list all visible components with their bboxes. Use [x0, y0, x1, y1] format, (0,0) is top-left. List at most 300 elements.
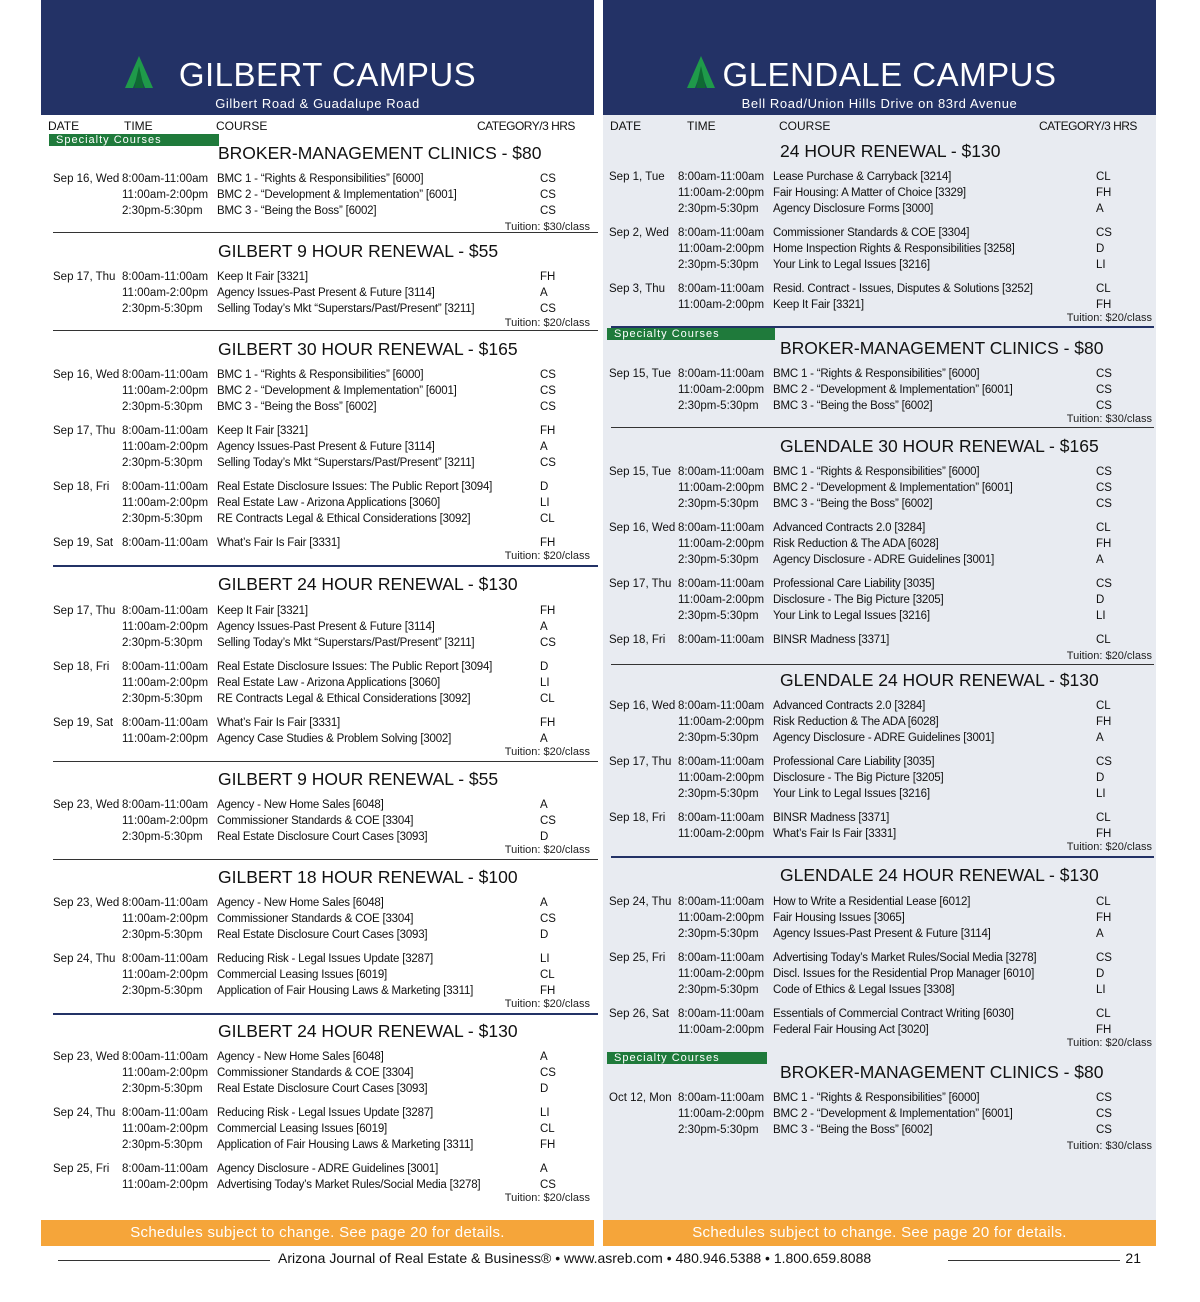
course-category: CS — [1096, 227, 1112, 239]
class-time: 8:00am-11:00am — [122, 1051, 209, 1063]
tuition-note: Tuition: $20/class — [504, 550, 590, 562]
class-time: 11:00am-2:00pm — [122, 497, 209, 509]
class-time: 11:00am-2:00pm — [678, 716, 765, 728]
class-date: Sep 16, Wed — [609, 700, 676, 712]
course-name: BMC 3 - “Being the Boss” [6002] — [773, 1124, 933, 1136]
class-date: Sep 25, Fri — [609, 952, 666, 964]
schedule-row — [53, 537, 583, 553]
class-time: 11:00am-2:00pm — [678, 594, 765, 606]
schedule-row — [53, 513, 583, 529]
section-divider — [53, 565, 598, 567]
schedule-row — [53, 303, 583, 319]
class-time: 8:00am-11:00am — [122, 717, 209, 729]
course-name: Fair Housing: A Matter of Choice [3329] — [773, 187, 966, 199]
course-name: Advanced Contracts 2.0 [3284] — [773, 522, 926, 534]
course-name: Real Estate Disclosure Court Cases [3093] — [217, 1083, 428, 1095]
course-category: LI — [1096, 259, 1106, 271]
gilbert-column — [41, 0, 594, 1246]
course-category: D — [1096, 243, 1105, 255]
course-category: CS — [540, 913, 556, 925]
class-date: Sep 23, Wed — [53, 897, 120, 909]
header-time: TIME — [687, 119, 716, 133]
schedule-row — [53, 1163, 583, 1179]
class-time: 8:00am-11:00am — [122, 605, 209, 617]
section-divider — [53, 232, 598, 233]
column-headers — [41, 115, 594, 133]
section-divider — [53, 859, 598, 860]
course-name: Keep It Fair [3321] — [217, 271, 308, 283]
course-category: A — [1096, 203, 1104, 215]
course-category: D — [540, 929, 549, 941]
course-category: CL — [1096, 522, 1111, 534]
class-time: 2:30pm-5:30pm — [678, 928, 759, 940]
class-time: 8:00am-11:00am — [678, 1008, 765, 1020]
course-name: Selling Today’s Mkt “Superstars/Past/Present” [3211] — [217, 303, 475, 315]
course-category: CL — [540, 969, 555, 981]
course-category: A — [540, 287, 548, 299]
course-name: Advertising Today’s Market Rules/Social Media [3278] — [773, 952, 1037, 964]
class-date: Sep 16, Wed — [53, 173, 120, 185]
course-name: Real Estate Law - Arizona Applications [3060] — [217, 677, 441, 689]
schedule-row — [609, 203, 1139, 219]
section-title: GLENDALE 24 HOUR RENEWAL - $130 — [780, 865, 1099, 885]
course-name: Commercial Leasing Issues [6019] — [217, 969, 388, 981]
tuition-note: Tuition: $30/class — [504, 221, 590, 233]
class-date: Sep 18, Fri — [53, 481, 110, 493]
course-name: Home Inspection Rights & Responsibilities [3258] — [773, 243, 1015, 255]
course-category: CS — [540, 385, 556, 397]
course-name: BMC 3 - “Being the Boss” [6002] — [217, 401, 377, 413]
course-category: CL — [1096, 896, 1111, 908]
header-date: DATE — [48, 119, 80, 133]
course-name: BMC 2 - “Development & Implementation” [6001] — [773, 482, 1013, 494]
schedule-row — [609, 772, 1139, 788]
schedule-row — [609, 1124, 1139, 1140]
class-time: 8:00am-11:00am — [678, 634, 765, 646]
header-course: COURSE — [779, 119, 831, 133]
course-name: Agency Disclosure - ADRE Guidelines [3001] — [773, 554, 995, 566]
class-time: 11:00am-2:00pm — [678, 538, 765, 550]
course-name: Disclosure - The Big Picture [3205] — [773, 772, 944, 784]
course-category: A — [540, 799, 548, 811]
class-time: 8:00am-11:00am — [122, 369, 209, 381]
course-name: Commercial Leasing Issues [6019] — [217, 1123, 388, 1135]
class-time: 11:00am-2:00pm — [122, 287, 209, 299]
tuition-note: Tuition: $20/class — [504, 746, 590, 758]
course-name: BMC 1 - “Rights & Responsibilities” [6000] — [217, 173, 424, 185]
section-divider — [611, 427, 1154, 428]
schedule-row — [609, 466, 1139, 482]
course-category: CS — [1096, 952, 1112, 964]
schedule-row — [53, 929, 583, 945]
tuition-note: Tuition: $30/class — [1066, 413, 1152, 425]
course-category: CS — [1096, 384, 1112, 396]
campus-address: Gilbert Road & Guadalupe Road — [215, 96, 420, 111]
schedule-row — [609, 227, 1139, 243]
course-category: LI — [540, 1107, 550, 1119]
course-name: BMC 2 - “Development & Implementation” [6001] — [773, 384, 1013, 396]
course-category: FH — [1096, 716, 1112, 728]
page-footer — [58, 1250, 1141, 1270]
course-name: Agency Issues-Past Present & Future [3114] — [773, 928, 991, 940]
class-time: 2:30pm-5:30pm — [678, 259, 759, 271]
schedule-row — [609, 384, 1139, 400]
class-time: 8:00am-11:00am — [678, 578, 765, 590]
course-category: LI — [540, 677, 550, 689]
course-name: BMC 3 - “Being the Boss” [6002] — [773, 400, 933, 412]
course-category: D — [1096, 594, 1105, 606]
header-category: CATEGORY/3 HRS — [1039, 119, 1137, 133]
course-category: CL — [1096, 283, 1111, 295]
class-time: 8:00am-11:00am — [678, 952, 765, 964]
course-category: A — [540, 1163, 548, 1175]
course-category: FH — [540, 1139, 556, 1151]
schedule-row — [53, 897, 583, 913]
class-time: 8:00am-11:00am — [122, 481, 209, 493]
class-time: 8:00am-11:00am — [678, 522, 765, 534]
schedule-row — [53, 1107, 583, 1123]
course-category: CS — [1096, 482, 1112, 494]
class-time: 2:30pm-5:30pm — [122, 303, 203, 315]
schedule-row — [609, 368, 1139, 384]
schedule-row — [609, 482, 1139, 498]
schedule-row — [53, 693, 583, 709]
course-category: CS — [1096, 368, 1112, 380]
class-time: 11:00am-2:00pm — [678, 912, 765, 924]
class-time: 2:30pm-5:30pm — [678, 788, 759, 800]
schedule-row — [609, 554, 1139, 570]
schedule-row — [53, 913, 583, 929]
course-name: Advertising Today’s Market Rules/Social Media [3278] — [217, 1179, 481, 1191]
section-divider — [53, 1013, 598, 1015]
footer-rule — [948, 1260, 1120, 1261]
class-time: 2:30pm-5:30pm — [122, 985, 203, 997]
section-title: GILBERT 30 HOUR RENEWAL - $165 — [218, 339, 518, 359]
course-category: CS — [540, 815, 556, 827]
course-category: FH — [540, 537, 556, 549]
course-category: CS — [1096, 1092, 1112, 1104]
course-category: D — [540, 1083, 549, 1095]
tuition-note: Tuition: $20/class — [504, 844, 590, 856]
course-name: Federal Fair Housing Act [3020] — [773, 1024, 929, 1036]
header-date: DATE — [610, 119, 642, 133]
class-time: 11:00am-2:00pm — [122, 1179, 209, 1191]
schedule-row — [609, 732, 1139, 748]
course-category: CS — [540, 401, 556, 413]
course-name: Keep It Fair [3321] — [773, 299, 864, 311]
tuition-note: Tuition: $20/class — [504, 998, 590, 1010]
course-name: Commissioner Standards & COE [3304] — [773, 227, 970, 239]
course-name: BMC 1 - “Rights & Responsibilities” [6000] — [773, 368, 980, 380]
class-time: 2:30pm-5:30pm — [122, 831, 203, 843]
class-date: Sep 17, Thu — [609, 578, 672, 590]
schedule-row — [53, 425, 583, 441]
schedule-row — [53, 799, 583, 815]
schedule-row — [53, 1179, 583, 1195]
class-time: 11:00am-2:00pm — [122, 189, 209, 201]
schedule-notice: Schedules subject to change. See page 20 for details. — [41, 1220, 594, 1246]
course-category: CL — [1096, 1008, 1111, 1020]
class-date: Sep 16, Wed — [609, 522, 676, 534]
tuition-note: Tuition: $20/class — [1066, 312, 1152, 324]
class-time: 8:00am-11:00am — [678, 756, 765, 768]
section-title: 24 HOUR RENEWAL - $130 — [780, 141, 1001, 161]
class-time: 11:00am-2:00pm — [122, 913, 209, 925]
schedule-row — [53, 677, 583, 693]
course-name: Application of Fair Housing Laws & Marketing [3311] — [217, 1139, 474, 1151]
course-name: Real Estate Disclosure Court Cases [3093] — [217, 831, 428, 843]
course-category: D — [1096, 772, 1105, 784]
schedule-row — [53, 189, 583, 205]
course-category: CS — [540, 205, 556, 217]
course-name: Risk Reduction & The ADA [6028] — [773, 716, 939, 728]
course-category: CS — [540, 1179, 556, 1191]
course-category: A — [540, 897, 548, 909]
schedule-row — [53, 271, 583, 287]
section-divider — [53, 330, 598, 331]
class-date: Sep 18, Fri — [53, 661, 110, 673]
course-name: Professional Care Liability [3035] — [773, 756, 935, 768]
class-date: Sep 19, Sat — [53, 717, 114, 729]
class-time: 11:00am-2:00pm — [122, 441, 209, 453]
schedule-row — [53, 969, 583, 985]
course-name: Real Estate Disclosure Issues: The Public Report [3094] — [217, 481, 493, 493]
class-time: 11:00am-2:00pm — [678, 772, 765, 784]
class-time: 2:30pm-5:30pm — [122, 401, 203, 413]
schedule-row — [53, 1123, 583, 1139]
schedule-row — [609, 299, 1139, 315]
class-time: 8:00am-11:00am — [122, 537, 209, 549]
class-time: 8:00am-11:00am — [122, 799, 209, 811]
course-name: Your Link to Legal Issues [3216] — [773, 610, 930, 622]
schedule-row — [53, 831, 583, 847]
schedule-row — [53, 953, 583, 969]
class-date: Sep 24, Thu — [609, 896, 672, 908]
class-time: 2:30pm-5:30pm — [678, 1124, 759, 1136]
class-time: 2:30pm-5:30pm — [678, 400, 759, 412]
schedule-row — [609, 756, 1139, 772]
class-time: 11:00am-2:00pm — [678, 299, 765, 311]
class-time: 11:00am-2:00pm — [122, 1067, 209, 1079]
class-time: 2:30pm-5:30pm — [122, 1083, 203, 1095]
class-time: 11:00am-2:00pm — [122, 621, 209, 633]
course-category: FH — [540, 425, 556, 437]
schedule-row — [609, 700, 1139, 716]
course-name: What’s Fair Is Fair [3331] — [217, 717, 341, 729]
schedule-row — [53, 441, 583, 457]
class-date: Sep 16, Wed — [53, 369, 120, 381]
tuition-note: Tuition: $30/class — [1066, 1140, 1152, 1152]
course-name: BMC 1 - “Rights & Responsibilities” [6000] — [773, 466, 980, 478]
class-time: 8:00am-11:00am — [678, 283, 765, 295]
course-category: FH — [540, 271, 556, 283]
class-time: 11:00am-2:00pm — [678, 482, 765, 494]
schedule-row — [53, 1067, 583, 1083]
course-name: Disclosure - The Big Picture [3205] — [773, 594, 944, 606]
course-name: BMC 3 - “Being the Boss” [6002] — [773, 498, 933, 510]
schedule-row — [53, 733, 583, 749]
course-category: CS — [1096, 400, 1112, 412]
schedule-row — [53, 173, 583, 189]
header-course: COURSE — [216, 119, 268, 133]
course-category: FH — [1096, 299, 1112, 311]
course-category: FH — [1096, 912, 1112, 924]
schedule-row — [609, 283, 1139, 299]
course-category: CL — [1096, 700, 1111, 712]
class-time: 8:00am-11:00am — [122, 953, 209, 965]
class-date: Sep 18, Fri — [609, 812, 666, 824]
course-category: A — [1096, 732, 1104, 744]
course-category: D — [540, 831, 549, 843]
page-number: 21 — [1125, 1250, 1141, 1266]
specialty-tag: Specialty Courses — [607, 328, 775, 340]
class-time: 8:00am-11:00am — [678, 700, 765, 712]
class-time: 11:00am-2:00pm — [678, 187, 765, 199]
schedule-row — [609, 498, 1139, 514]
column-headers — [603, 115, 1156, 133]
glendale-header — [603, 0, 1156, 115]
course-name: Real Estate Law - Arizona Applications [3060] — [217, 497, 441, 509]
specialty-tag: Specialty Courses — [49, 134, 219, 146]
schedule-row — [609, 716, 1139, 732]
class-time: 8:00am-11:00am — [678, 368, 765, 380]
course-name: BINSR Madness [3371] — [773, 812, 890, 824]
course-name: Agency - New Home Sales [6048] — [217, 799, 384, 811]
class-date: Sep 17, Thu — [53, 425, 116, 437]
course-name: BMC 1 - “Rights & Responsibilities” [6000] — [217, 369, 424, 381]
campus-address: Bell Road/Union Hills Drive on 83rd Avenue — [741, 96, 1018, 111]
class-time: 11:00am-2:00pm — [122, 1123, 209, 1135]
schedule-row — [609, 1108, 1139, 1124]
schedule-row — [609, 1024, 1139, 1040]
campus-title: GILBERT CAMPUS — [178, 56, 477, 93]
schedule-row — [53, 1139, 583, 1155]
course-name: Agency Issues-Past Present & Future [3114] — [217, 287, 435, 299]
footer-rule — [58, 1260, 270, 1261]
gilbert-header — [41, 0, 594, 115]
course-name: Selling Today’s Mkt “Superstars/Past/Present” [3211] — [217, 457, 475, 469]
course-name: Agency - New Home Sales [6048] — [217, 897, 384, 909]
schedule-row — [53, 457, 583, 473]
course-category: LI — [1096, 984, 1106, 996]
class-time: 11:00am-2:00pm — [678, 968, 765, 980]
section-title: BROKER-MANAGEMENT CLINICS - $80 — [780, 1062, 1104, 1082]
class-date: Sep 23, Wed — [53, 1051, 120, 1063]
course-name: Commissioner Standards & COE [3304] — [217, 1067, 414, 1079]
course-name: BMC 2 - “Development & Implementation” [6001] — [217, 189, 457, 201]
section-divider — [611, 856, 1154, 858]
course-name: Reducing Risk - Legal Issues Update [3287] — [217, 1107, 433, 1119]
schedule-row — [609, 928, 1139, 944]
course-name: Essentials of Commercial Contract Writing [6030] — [773, 1008, 1014, 1020]
section-divider — [611, 664, 1154, 665]
course-category: FH — [1096, 538, 1112, 550]
course-category: CS — [1096, 756, 1112, 768]
course-name: Agency Disclosure - ADRE Guidelines [3001] — [217, 1163, 439, 1175]
course-name: Real Estate Disclosure Court Cases [3093] — [217, 929, 428, 941]
class-time: 11:00am-2:00pm — [678, 828, 765, 840]
course-name: BINSR Madness [3371] — [773, 634, 890, 646]
class-date: Sep 23, Wed — [53, 799, 120, 811]
course-category: FH — [540, 717, 556, 729]
course-category: FH — [1096, 187, 1112, 199]
course-name: Code of Ethics & Legal Issues [3308] — [773, 984, 955, 996]
class-time: 8:00am-11:00am — [678, 466, 765, 478]
course-category: A — [540, 733, 548, 745]
tuition-note: Tuition: $20/class — [1066, 841, 1152, 853]
course-name: Agency Disclosure - ADRE Guidelines [3001] — [773, 732, 995, 744]
class-time: 2:30pm-5:30pm — [678, 498, 759, 510]
tuition-note: Tuition: $20/class — [1066, 1037, 1152, 1049]
schedule-row — [53, 605, 583, 621]
course-category: D — [540, 481, 549, 493]
class-time: 11:00am-2:00pm — [122, 733, 209, 745]
course-name: Reducing Risk - Legal Issues Update [3287] — [217, 953, 433, 965]
schedule-row — [609, 187, 1139, 203]
course-name: BMC 2 - “Development & Implementation” [6001] — [773, 1108, 1013, 1120]
schedule-row — [609, 171, 1139, 187]
class-date: Sep 19, Sat — [53, 537, 114, 549]
course-category: CS — [540, 1067, 556, 1079]
schedule-row — [609, 610, 1139, 626]
schedule-row — [609, 400, 1139, 416]
header-category: CATEGORY/3 HRS — [477, 119, 575, 133]
schedule-row — [609, 1092, 1139, 1108]
schedule-row — [609, 896, 1139, 912]
schedule-row — [53, 661, 583, 677]
course-name: RE Contracts Legal & Ethical Considerations [3092] — [217, 513, 471, 525]
class-time: 2:30pm-5:30pm — [122, 205, 203, 217]
course-category: CS — [1096, 1124, 1112, 1136]
class-time: 8:00am-11:00am — [122, 1163, 209, 1175]
course-category: FH — [540, 985, 556, 997]
section-title: GILBERT 24 HOUR RENEWAL - $130 — [218, 574, 518, 594]
class-time: 8:00am-11:00am — [122, 173, 209, 185]
publication-info: Arizona Journal of Real Estate & Business® • www.asreb.com • 480.946.5388 • 1.800.659.8088 — [278, 1250, 872, 1266]
course-category: A — [540, 1051, 548, 1063]
schedule-row — [53, 385, 583, 401]
schedule-row — [609, 912, 1139, 928]
schedule-row — [609, 1008, 1139, 1024]
course-name: Agency Case Studies & Problem Solving [3002] — [217, 733, 452, 745]
course-name: Your Link to Legal Issues [3216] — [773, 788, 930, 800]
course-category: D — [540, 661, 549, 673]
course-name: Risk Reduction & The ADA [6028] — [773, 538, 939, 550]
course-name: Fair Housing Issues [3065] — [773, 912, 905, 924]
schedule-row — [609, 828, 1139, 844]
class-time: 2:30pm-5:30pm — [678, 554, 759, 566]
course-category: FH — [1096, 1024, 1112, 1036]
course-category: CS — [1096, 466, 1112, 478]
course-name: Commissioner Standards & COE [3304] — [217, 815, 414, 827]
schedule-row — [53, 985, 583, 1001]
course-name: Agency Disclosure Forms [3000] — [773, 203, 934, 215]
course-category: CL — [540, 513, 555, 525]
course-category: LI — [1096, 610, 1106, 622]
course-category: CS — [540, 189, 556, 201]
class-time: 8:00am-11:00am — [122, 425, 209, 437]
class-time: 11:00am-2:00pm — [122, 969, 209, 981]
section-title: BROKER-MANAGEMENT CLINICS - $80 — [780, 338, 1104, 358]
course-category: A — [540, 441, 548, 453]
specialty-tag: Specialty Courses — [607, 1052, 767, 1064]
class-date: Sep 17, Thu — [609, 756, 672, 768]
class-time: 2:30pm-5:30pm — [678, 203, 759, 215]
class-date: Sep 15, Tue — [609, 368, 672, 380]
section-divider — [611, 326, 1154, 328]
class-time: 8:00am-11:00am — [122, 897, 209, 909]
class-time: 8:00am-11:00am — [678, 171, 765, 183]
